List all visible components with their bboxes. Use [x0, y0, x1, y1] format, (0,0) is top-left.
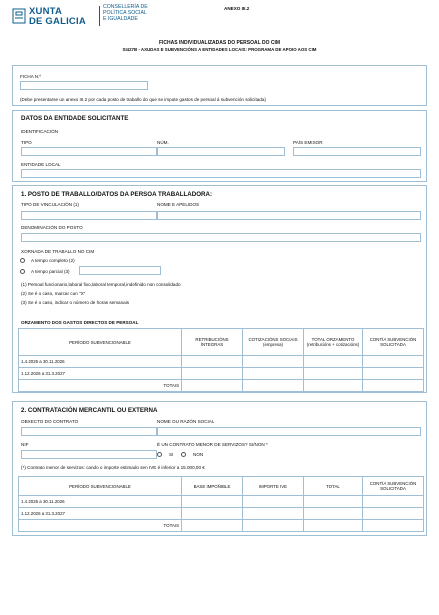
input-cell[interactable] [182, 520, 243, 532]
local-label: ENTIDADE LOCAL [21, 162, 61, 167]
dept-line3: E IGUALDADE [103, 16, 138, 22]
pais-label: PAÍS EMISOR [293, 140, 323, 145]
si-radio[interactable] [157, 452, 162, 457]
pais-field[interactable] [293, 147, 421, 156]
denominacion-label: DENOMINACIÓN DO POSTO [21, 225, 83, 230]
non-radio[interactable] [181, 452, 186, 457]
num-label: NÚM. [157, 140, 169, 145]
nome-label: NOME E APELIDOS [157, 202, 200, 207]
table-row [19, 496, 424, 508]
note2: (2) Se é o caso, marcar cun "X" [21, 291, 86, 296]
section1-title: 1. POSTO DE TRABALLO/DATOS DA PERSOA TRABALLADORA: [21, 191, 213, 198]
annex-label: ANEXO III.2 [224, 6, 250, 11]
section2 [12, 401, 427, 536]
input-cell[interactable] [243, 496, 304, 508]
header-cell: BASE IMPOÑIBLE [182, 477, 243, 496]
nome-field[interactable] [157, 211, 421, 220]
galicia-emblem-icon [12, 7, 26, 25]
input-cell[interactable] [243, 508, 304, 520]
ident-label: IDENTIFICACIÓN [21, 129, 59, 134]
ficha-section [12, 65, 427, 106]
ficha-label: FICHA N.º [20, 74, 42, 79]
header-cell: TOTAL [304, 477, 363, 496]
xunta-logo [12, 6, 98, 28]
ficha-note: (Debe presentarse un anexo III.2 por cada posto de traballo do que se impute gastos de persoal á subvención solicitada) [20, 97, 266, 102]
parcial-label: A tempo parcial (3) [31, 269, 70, 274]
table-header-row [19, 477, 424, 496]
input-cell[interactable] [363, 508, 424, 520]
completo-label: A tempo completo (2) [31, 258, 75, 263]
input-cell[interactable] [304, 356, 363, 368]
input-cell[interactable] [243, 356, 304, 368]
header-cell: RETRIBUCIÓNS ÍNTEGRAS [182, 329, 243, 356]
totals-label: TOTAIS [19, 520, 182, 532]
header-cell: CONTÍA SUBVENCIÓN SOLICITADA [363, 477, 424, 496]
note1: (1) Persoal funcionario,laboral fixo,laboral temporal,indefinido non consolidado [21, 282, 181, 287]
parcial-radio[interactable] [20, 269, 25, 274]
header-cell: IMPORTE IVE [243, 477, 304, 496]
tipo-vinc-label: TIPO DE VINCULACIÓN (1) [21, 202, 79, 207]
sec2-note: (*) Contrato menor de servizos: cando o importe estimado sen IVE é inferior a 15.000,00 € [21, 465, 205, 470]
input-cell[interactable] [304, 380, 363, 392]
input-cell[interactable] [363, 496, 424, 508]
nome-razon-label: NOME OU RAZÓN SOCIAL [157, 419, 215, 424]
period-cell: 1.12.2026 a 31.3.2027 [19, 508, 182, 520]
table-row [19, 368, 424, 380]
table-header-row [19, 329, 424, 356]
obxecto-field[interactable] [21, 427, 157, 436]
nome-razon-field[interactable] [157, 427, 421, 436]
dept-line1: CONSELLERÍA DE [103, 4, 148, 10]
tipo-vinc-field[interactable] [21, 211, 157, 220]
input-cell[interactable] [182, 380, 243, 392]
table-row [19, 356, 424, 368]
header-cell: PERÍODO SUBVENCIONABLE [19, 329, 182, 356]
completo-radio[interactable] [20, 258, 25, 263]
num-field[interactable] [157, 147, 285, 156]
ficha-number-field[interactable] [20, 81, 148, 90]
nif-label: NIF [21, 442, 29, 447]
note3: (3) Se é o caso, indicar o número de horas semanais [21, 300, 130, 305]
input-cell[interactable] [304, 496, 363, 508]
input-cell[interactable] [182, 508, 243, 520]
input-cell[interactable] [243, 380, 304, 392]
page-subtitle: SI427B - AXUDAS E SUBVENCIÓNS A ENTIDADES LOCAIS: PROGRAMA DE APOIO AOS CIM [122, 47, 317, 52]
header-cell: COTIZACIÓNS SOCIAIS (empresa) [243, 329, 304, 356]
input-cell[interactable] [363, 520, 424, 532]
input-cell[interactable] [182, 356, 243, 368]
input-cell[interactable] [243, 368, 304, 380]
input-cell[interactable] [304, 520, 363, 532]
orzamento-label: ORZAMENTO DOS GASTOS DIRECTOS DE PERSOAL [21, 320, 139, 325]
tipo-label: TIPO [21, 140, 32, 145]
input-cell[interactable] [363, 380, 424, 392]
totals-row [19, 380, 424, 392]
input-cell[interactable] [363, 368, 424, 380]
header-cell: PERÍODO SUBVENCIONABLE [19, 477, 182, 496]
header-cell: CONTÍA SUBVENCIÓN SOLICITADA [363, 329, 424, 356]
dept-line2: POLÍTICA SOCIAL [103, 10, 147, 16]
entity-section [12, 110, 427, 182]
tipo-field[interactable] [21, 147, 157, 156]
totals-label: TOTAIS [19, 380, 182, 392]
logo-line1: XUNTA [29, 6, 63, 17]
denominacion-field[interactable] [21, 233, 421, 242]
nif-field[interactable] [21, 450, 157, 459]
period-cell: 1.12.2026 a 31.3.2027 [19, 368, 182, 380]
section1 [12, 185, 427, 393]
menor-label: É UN CONTRATO MENOR DE SERVIZOS? SI/NON * [157, 442, 268, 447]
entity-title: DATOS DA ENTIDADE SOLICITANTE [21, 115, 129, 122]
xornada-label: XORNADA DE TRABALLO NO CIM [21, 249, 95, 254]
input-cell[interactable] [304, 368, 363, 380]
table-row [19, 508, 424, 520]
obxecto-label: OBXECTO DO CONTRATO [21, 419, 79, 424]
section1-table [18, 328, 424, 392]
header-cell: TOTAL ORZAMENTO (retribucións + cotizacións) [304, 329, 363, 356]
input-cell[interactable] [182, 368, 243, 380]
period-cell: 1.4.2026 a 30.11.2026 [19, 496, 182, 508]
logo-line2: DE GALICIA [29, 16, 86, 27]
section2-table [18, 476, 424, 532]
logo-divider [99, 6, 100, 26]
input-cell[interactable] [304, 508, 363, 520]
input-cell[interactable] [182, 496, 243, 508]
input-cell[interactable] [243, 520, 304, 532]
si-label: SI [169, 452, 174, 457]
section2-title: 2. CONTRATACIÓN MERCANTIL OU EXTERNA [21, 407, 158, 414]
local-field[interactable] [21, 169, 421, 178]
totals-row [19, 520, 424, 532]
non-label: NON [193, 452, 204, 457]
page-title: FICHAS INDIVIDUALIZADAS DO PERSOAL DO CIM [158, 40, 281, 46]
input-cell[interactable] [363, 356, 424, 368]
parcial-hours-field[interactable] [79, 266, 161, 275]
period-cell: 1.4.2026 a 30.11.2026 [19, 356, 182, 368]
